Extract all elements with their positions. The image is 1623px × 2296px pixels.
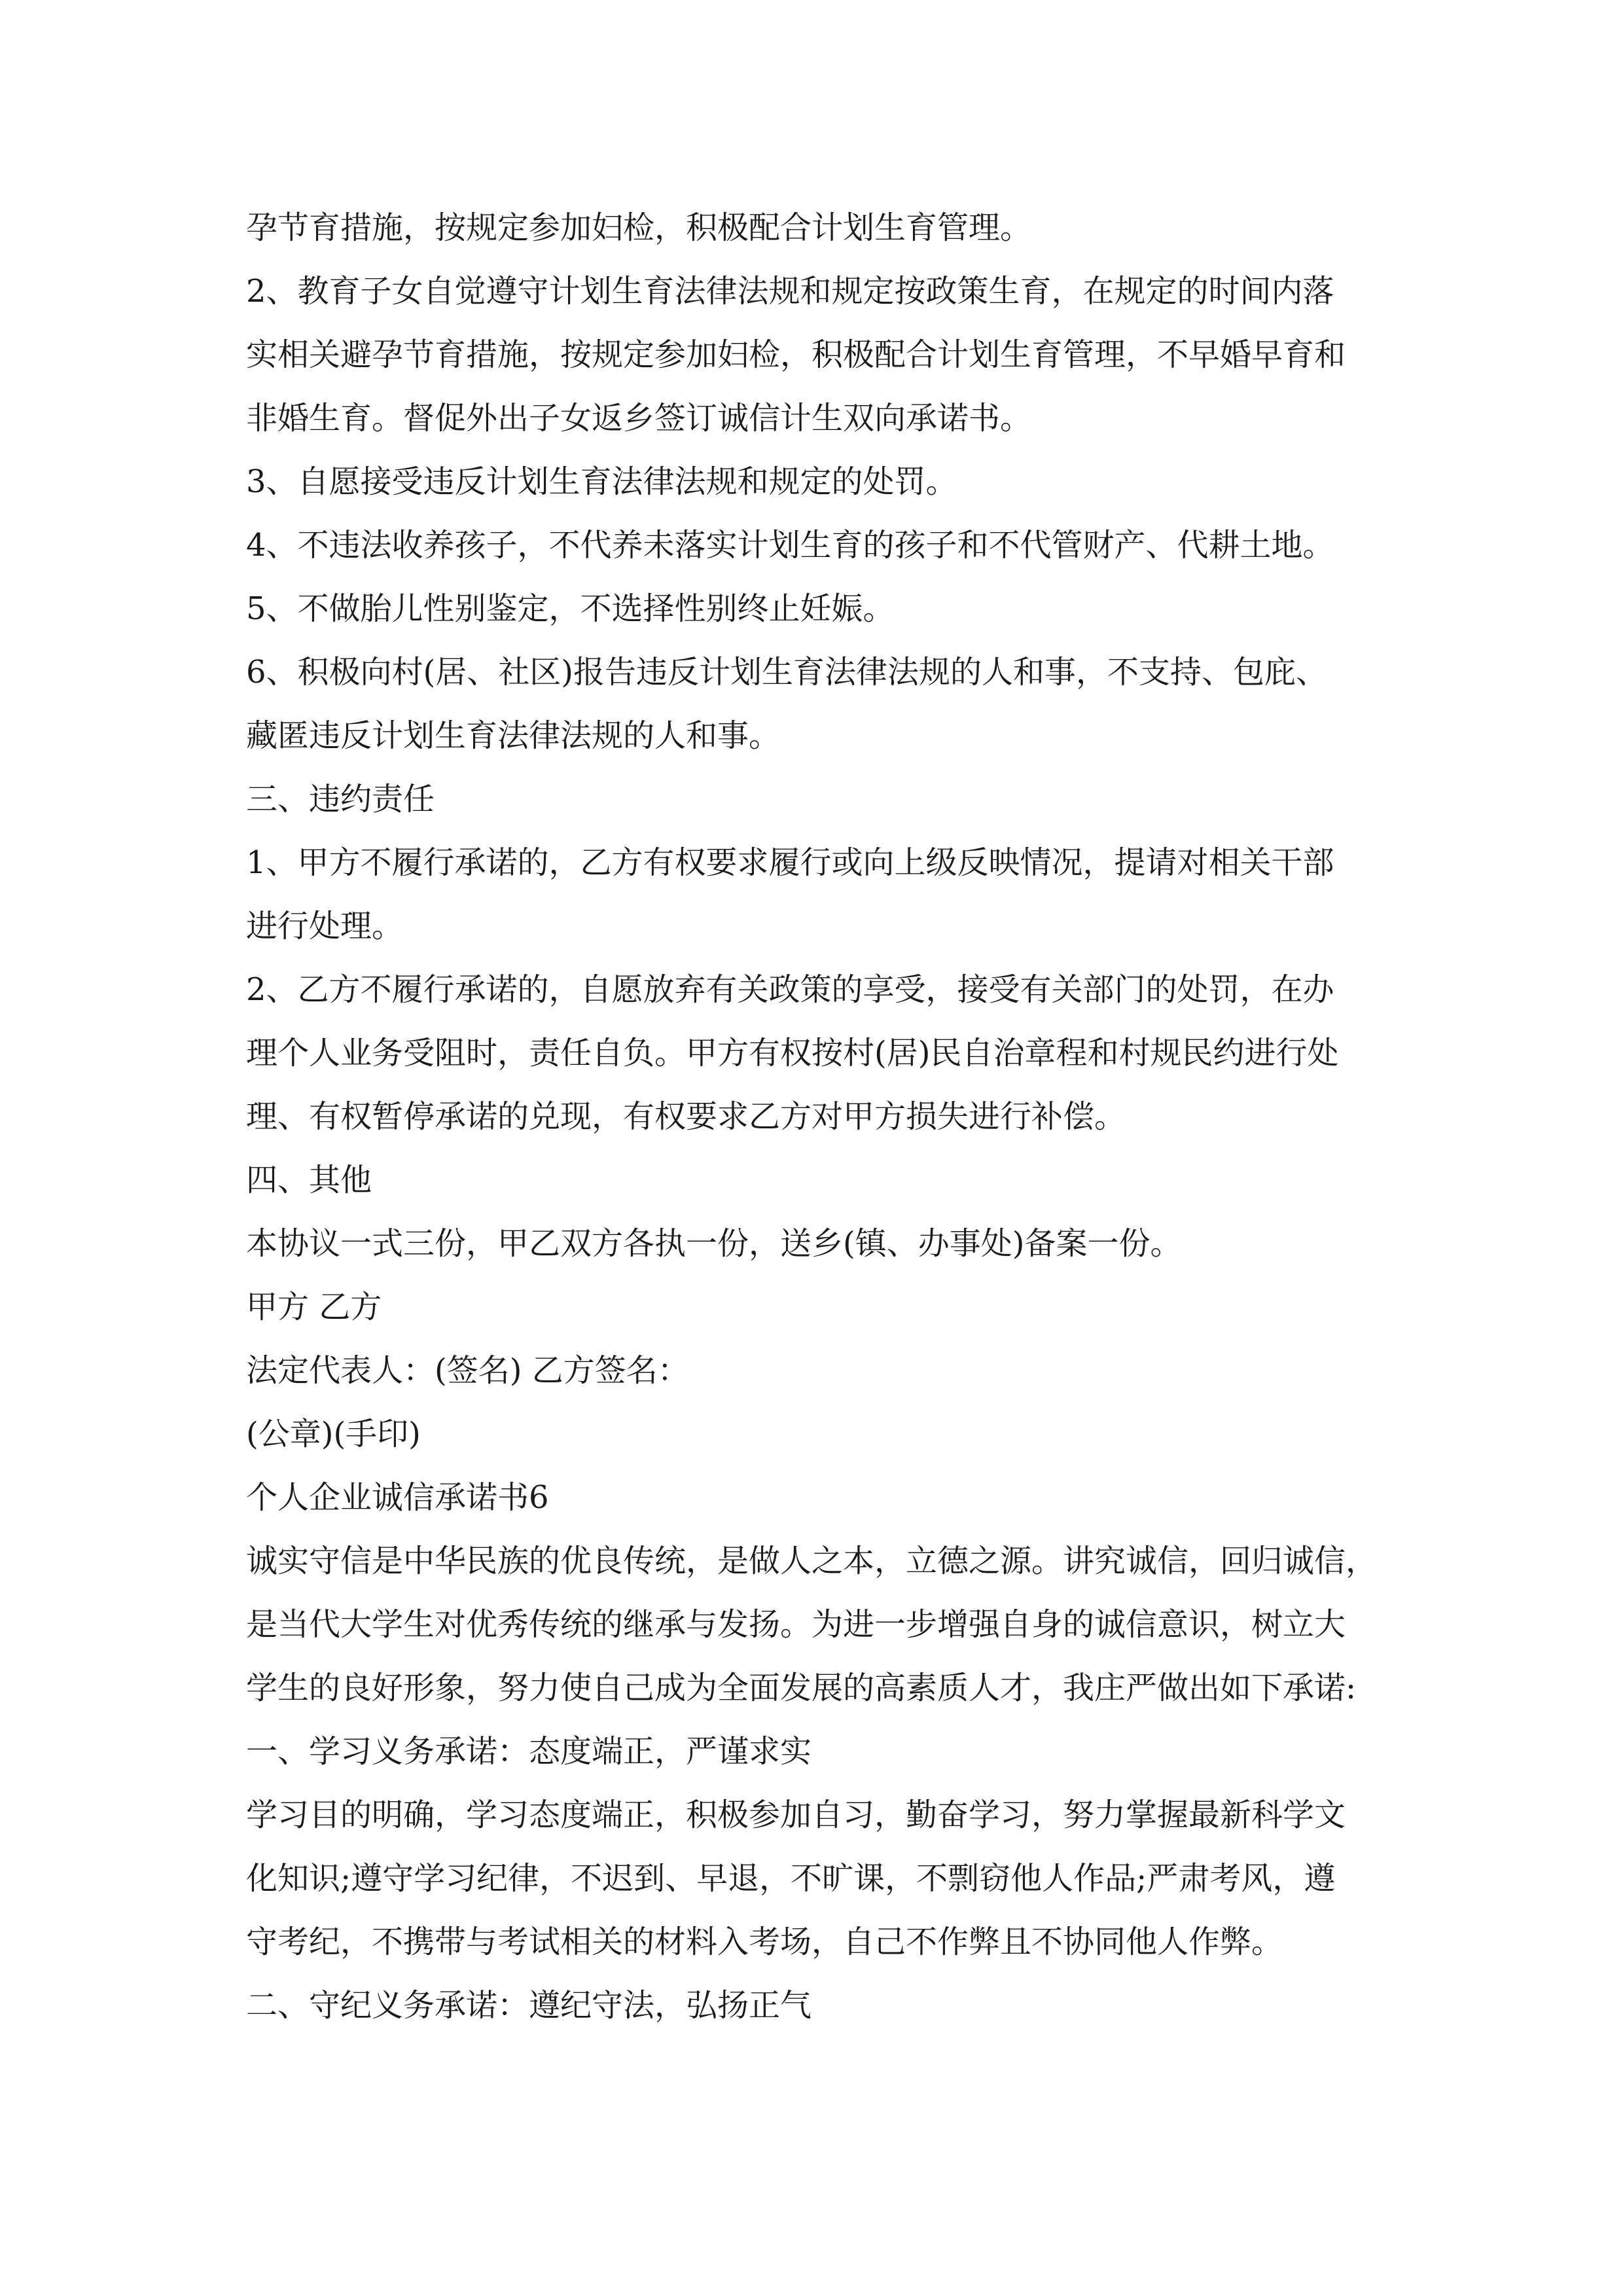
- text-line: 化知识;遵守学习纪律，不迟到、早退，不旷课，不剽窃他人作品;严肃考风，遵: [246, 1860, 1336, 1897]
- text-line: 诚实守信是中华民族的优良传统，是做人之本，立德之源。讲究诚信，回归诚信，: [246, 1543, 1378, 1579]
- section-heading: 一、学习义务承诺：态度端正，严谨求实: [246, 1733, 812, 1770]
- text-line: 4、不违法收养孩子，不代养未落实计划生育的孩子和不代管财产、代耕土地。: [246, 527, 1334, 564]
- text-line: 3、自愿接受违反计划生育法律法规和规定的处罚。: [246, 463, 957, 500]
- text-line: 理个人业务受阻时，责任自负。甲方有权按村(居)民自治章程和村规民约进行处: [246, 1035, 1339, 1071]
- text-line: 5、不做胎儿性别鉴定，不选择性别终止妊娠。: [246, 590, 895, 627]
- signature-parties: 甲方 乙方: [246, 1289, 382, 1325]
- text-line: 本协议一式三份，甲乙双方各执一份，送乡(镇、办事处)备案一份。: [246, 1225, 1182, 1262]
- text-line: 是当代大学生对优秀传统的继承与发扬。为进一步增强自身的诚信意识，树立大: [246, 1606, 1346, 1643]
- text-line: 6、积极向村(居、社区)报告违反计划生育法律法规的人和事，不支持、包庇、: [246, 654, 1327, 691]
- document-title: 个人企业诚信承诺书6: [246, 1479, 549, 1516]
- text-line: 2、教育子女自觉遵守计划生育法律法规和规定按政策生育，在规定的时间内落: [246, 273, 1334, 310]
- text-line: 非婚生育。督促外出子女返乡签订诚信计生双向承诺书。: [246, 400, 1032, 437]
- text-line: 理、有权暂停承诺的兑现，有权要求乙方对甲方损失进行补偿。: [246, 1098, 1126, 1135]
- text-line: 1、甲方不履行承诺的，乙方有权要求履行或向上级反映情况，提请对相关干部: [246, 844, 1334, 881]
- seal-labels: (公章)(手印): [246, 1416, 421, 1452]
- section-heading: 四、其他: [246, 1162, 372, 1198]
- text-line: 2、乙方不履行承诺的，自愿放弃有关政策的享受，接受有关部门的处罚，在办: [246, 971, 1334, 1008]
- signature-labels: 法定代表人：(签名) 乙方签名：: [246, 1352, 689, 1389]
- text-line: 学习目的明确，学习态度端正，积极参加自习，勤奋学习，努力掌握最新科学文: [246, 1797, 1346, 1833]
- text-line: 藏匿违反计划生育法律法规的人和事。: [246, 717, 781, 754]
- text-line: 进行处理。: [246, 908, 404, 944]
- section-heading: 三、违约责任: [246, 781, 435, 817]
- document-body: [246, 196, 1385, 2037]
- text-line: 学生的良好形象，努力使自己成为全面发展的高素质人才，我庄严做出如下承诺:: [246, 1670, 1357, 1706]
- text-line: 实相关避孕节育措施，按规定参加妇检，积极配合计划生育管理，不早婚早育和: [246, 336, 1346, 373]
- section-heading: 二、守纪义务承诺：遵纪守法，弘扬正气: [246, 1987, 812, 2024]
- text-line: 孕节育措施，按规定参加妇检，积极配合计划生育管理。: [246, 209, 1032, 246]
- text-line: 守考纪，不携带与考试相关的材料入考场，自己不作弊且不协同他人作弊。: [246, 1924, 1283, 1960]
